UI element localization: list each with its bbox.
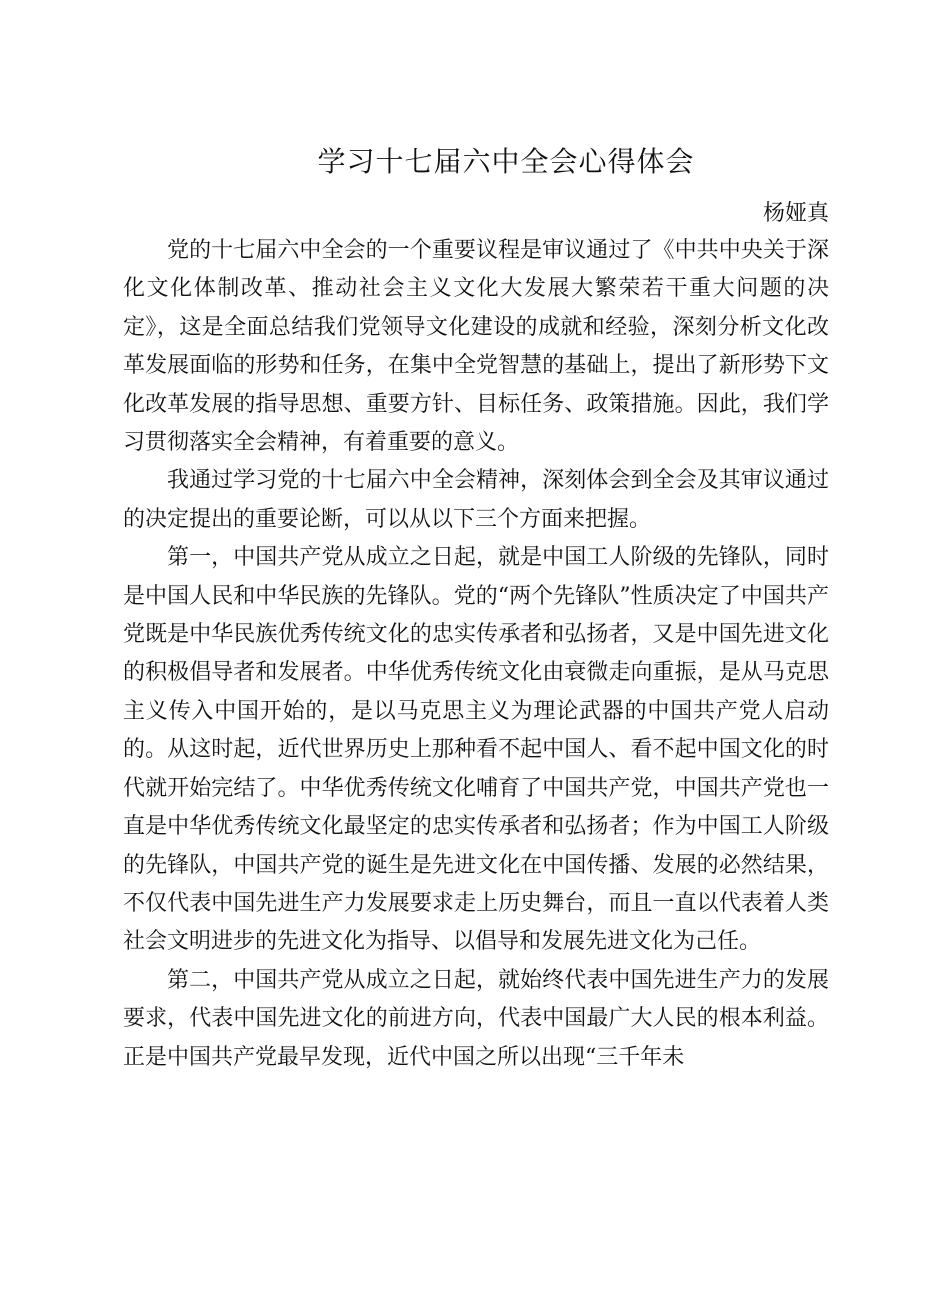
paragraph-2: 我通过学习党的十七届六中全会精神，深刻体会到全会及其审议通过的决定提出的重要论断，可以从以下三个方面来把握。: [123, 468, 829, 532]
paragraph-4: 第二，中国共产党从成立之日起，就始终代表中国先进生产力的发展要求，代表中国先进文化的前进方向，代表中国最广大人民的根本利益。正是中国共产党最早发现，近代中国之所以出现“三千年未: [123, 967, 829, 1070]
paragraph-3: 第一，中国共产党从成立之日起，就是中国工人阶级的先锋队，同时是中国人民和中华民族的先锋队。党的“两个先锋队”性质决定了中国共产党既是中华民族优秀传统文化的忠实传承者和弘扬者，又是中国先进文化的积极倡导者和发展者。中华优秀传统文化由衰微走向重振，是从马克思主义传入中国开始的，是以马克思主义为理论武器的中国共产党人启动的。从这时起，近代世界历史上那种看不起中国人、看不起中国文化的时代就开始完结了。中华优秀传统文化哺育了中国共产党，中国共产党也一直是中华优秀传统文化最坚定的忠实传承者和弘扬者；作为中国工人阶级的先锋队，中国共产党的诞生是先进文化在中国传播、发展的必然结果，不仅代表中国先进生产力发展要求走上历史舞台，而且一直以代表着人类社会文明进步的先进文化为指导、以倡导和发展先进文化为己任。: [123, 545, 829, 955]
author-name: 杨娅真: [762, 201, 829, 226]
document-title: 学习十七届六中全会心得体会: [317, 145, 695, 178]
document-page: [123, 140, 829, 1077]
paragraph-1: 党的十七届六中全会的一个重要议程是审议通过了《中共中央关于深化文化体制改革、推动社会主义文化大发展大繁荣若干重大问题的决定》，这是全面总结我们党领导文化建设的成就和经验，深刻分析文化改革发展面临的形势和任务，在集中全党智慧的基础上，提出了新形势下文化改革发展的指导思想、重要方针、目标任务、政策措施。因此，我们学习贯彻落实全会精神，有着重要的意义。: [123, 238, 829, 456]
document-body: [123, 232, 829, 1077]
